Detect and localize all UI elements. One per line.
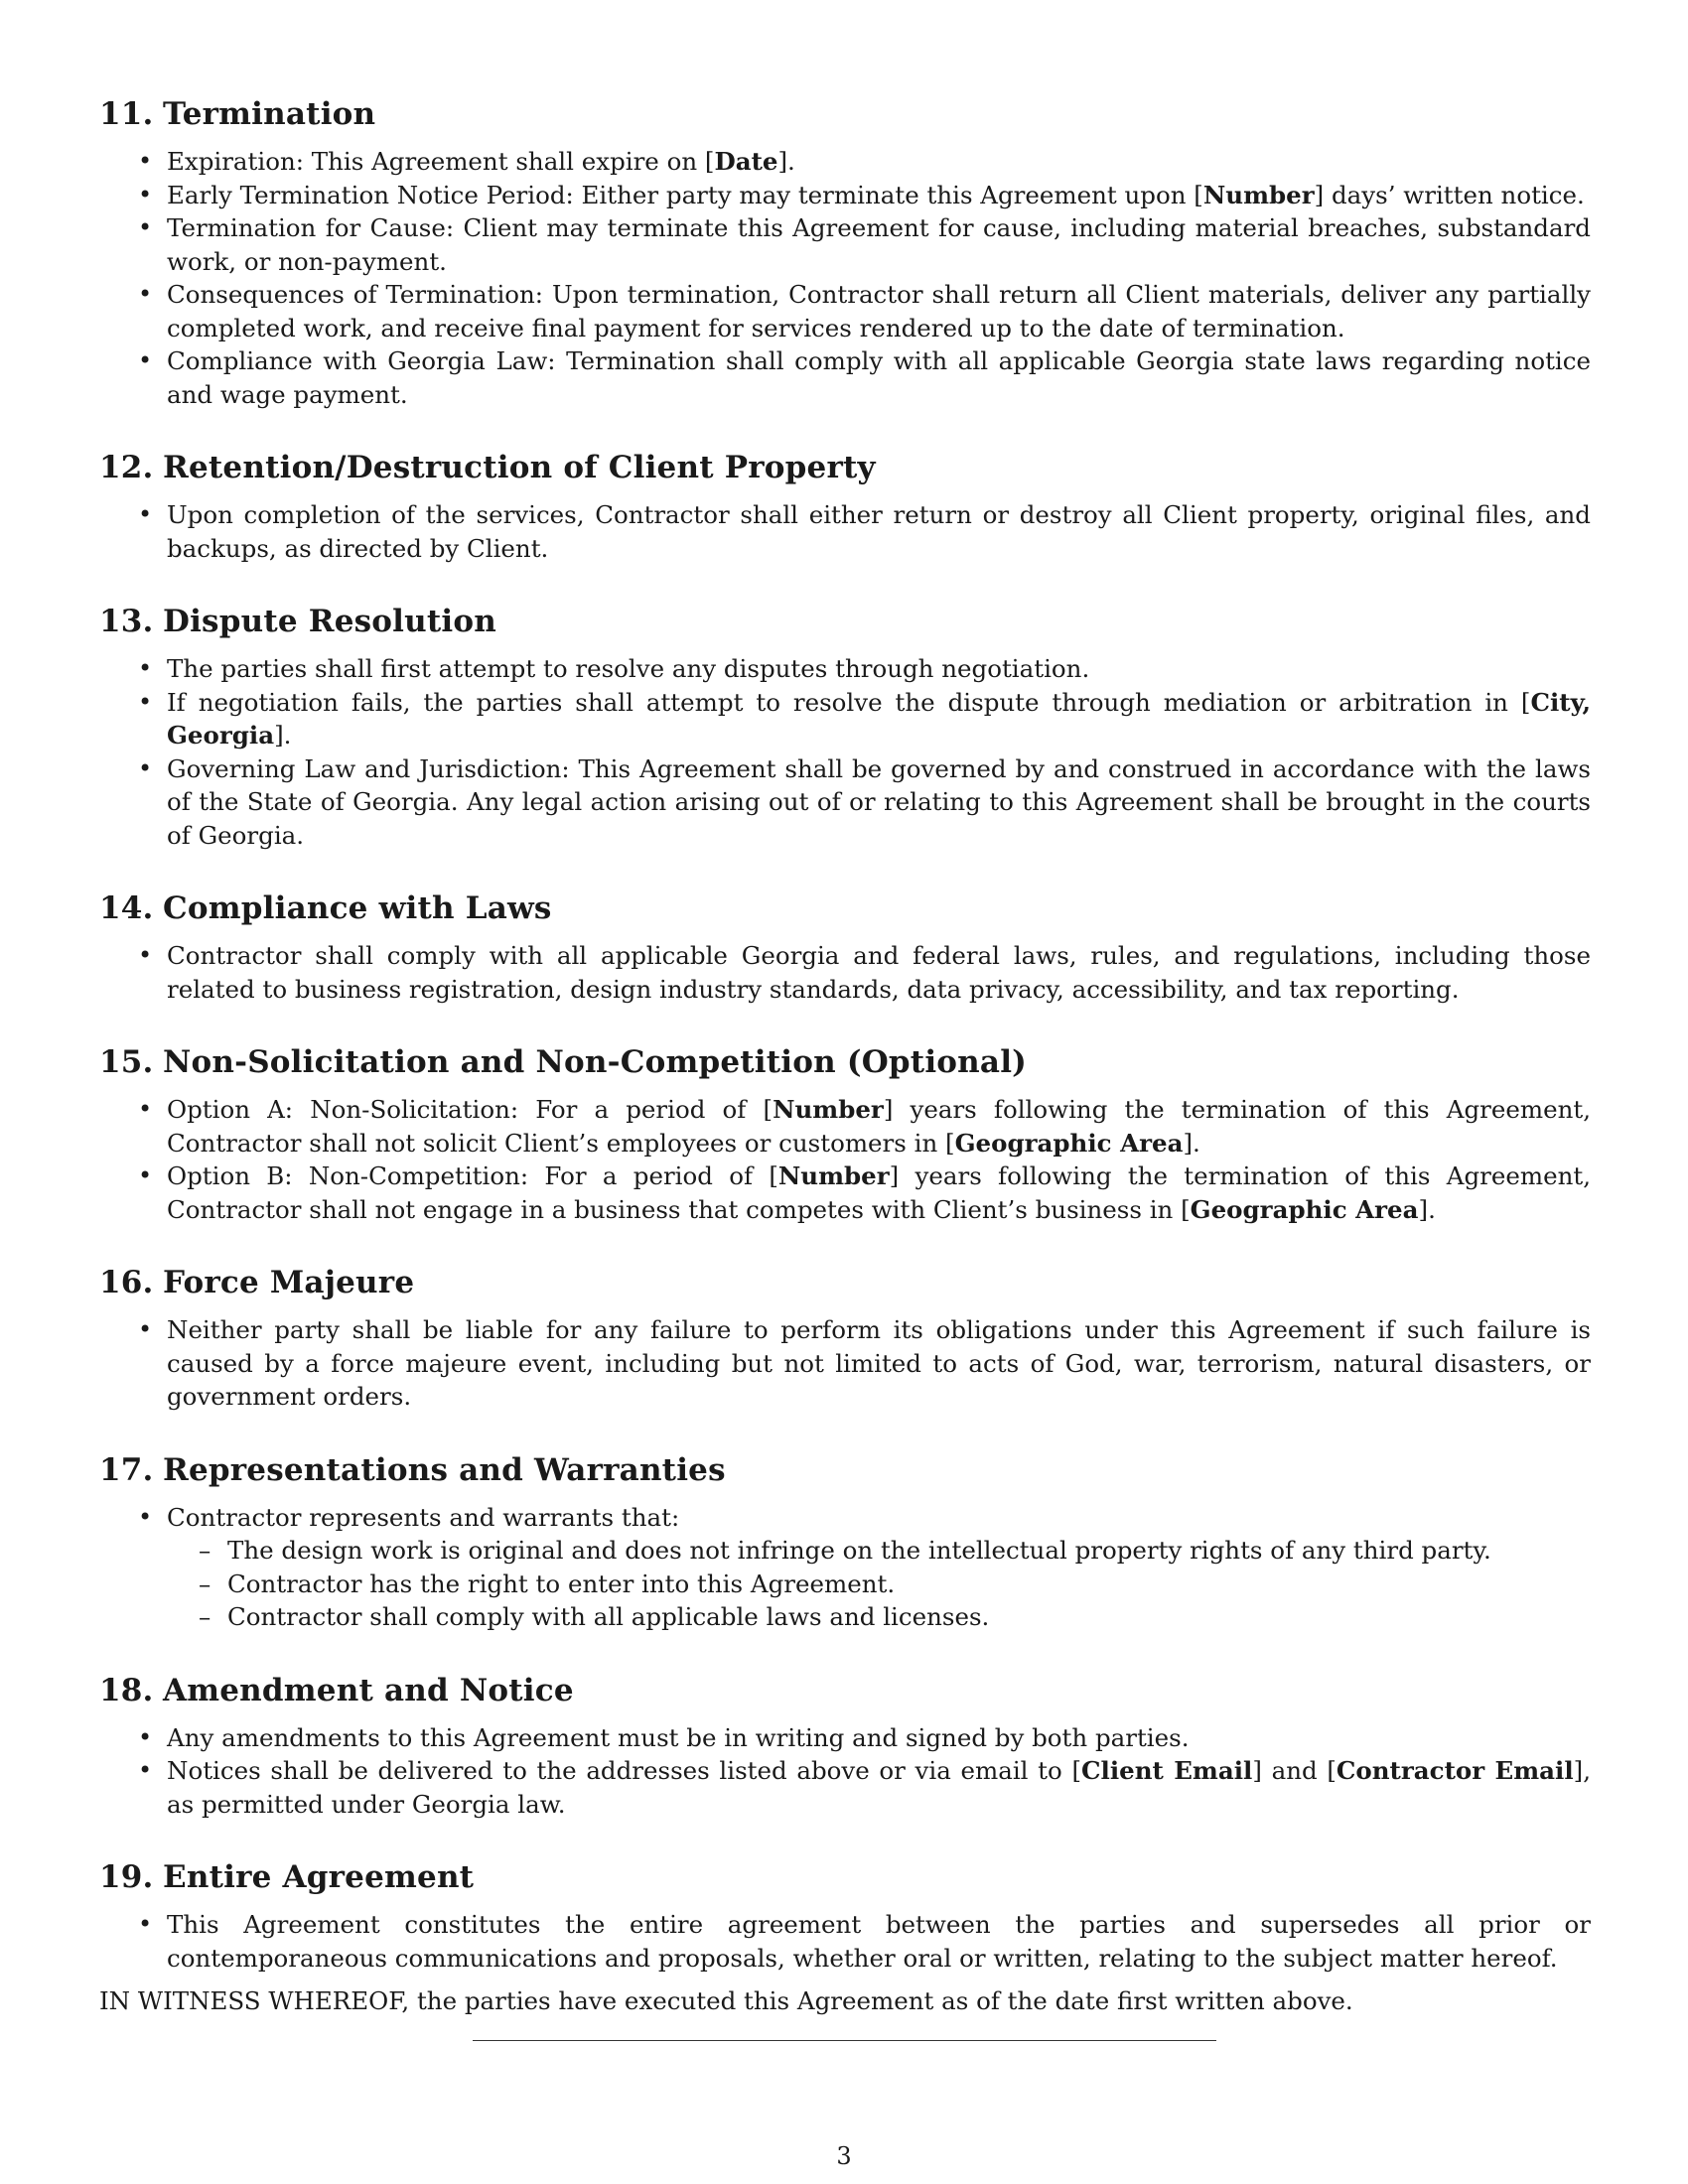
clause-text: This Agreement constitutes the entire agreement between the parties and supersedes all prior or contemporaneous communications and proposals, whether oral or written, relating to the subject matter hereof. [167,1910,1591,1973]
list-item [167,1908,1591,1975]
clause-text: ]. [777,147,795,176]
section-heading [99,1260,1591,1305]
document-body [99,91,1591,2042]
placeholder-field: Geographic Area [1190,1194,1419,1224]
section-title: Non-Solicitation and Non-Competition (Optional) [163,1044,1028,1080]
section-number: 17. [99,1451,154,1488]
section-heading [99,445,1591,490]
placeholder-field: City, Georgia [167,687,1591,750]
sections-container [99,91,1591,1975]
section-19 [99,1854,1591,1975]
section-title: Entire Agreement [163,1859,475,1895]
clause-text: ]. [274,721,292,750]
section-number: 11. [99,96,154,132]
clause-text: Upon completion of the services, Contractor shall either return or destroy all Client property, original files, and backups, as directed by Client. [167,500,1591,563]
section-title: Force Majeure [163,1265,415,1300]
clause-text: Compliance with Georgia Law: Termination shall comply with all applicable Georgia state laws regarding notice and wage payment. [167,346,1591,409]
section-title: Amendment and Notice [163,1672,574,1708]
placeholder-field: Date [714,147,778,176]
list-item [167,1501,1591,1634]
list-item [167,686,1591,752]
clause-text: Governing Law and Jurisdiction: This Agreement shall be governed by and construed in accordance with the laws of the State of Georgia. Any legal action arising out of or relating to this Agreement shall be brought in the courts of Georgia. [167,753,1591,850]
clause-text: Option A: Non-Solicitation: For a period of [ [167,1095,774,1124]
clause-text: ] and [ [1252,1756,1336,1785]
list-item [167,211,1591,278]
list-item [167,278,1591,344]
section-title: Compliance with Laws [163,890,552,926]
section-11 [99,91,1591,411]
section-title: Representations and Warranties [163,1451,726,1488]
list-item [167,344,1591,411]
sub-list-item: – Contractor shall comply with all applicable laws and licenses. [227,1600,1591,1634]
clause-text: Contractor represents and warrants that: [167,1502,680,1532]
section-18 [99,1668,1591,1822]
list-item [167,1160,1591,1226]
placeholder-field: Geographic Area [954,1128,1184,1158]
list-item [167,1721,1591,1755]
sub-list [167,1534,1591,1634]
clause-text: ]. [1418,1194,1436,1224]
sub-list-item: – The design work is original and does not infringe on the intellectual property rights of any third party. [227,1534,1591,1568]
section-heading [99,1039,1591,1085]
clause-text: Consequences of Termination: Upon termination, Contractor shall return all Client materials, deliver any partially completed work, and receive final payment for services rendered up to the date of termination. [167,280,1591,342]
section-heading [99,886,1591,931]
section-number: 18. [99,1672,154,1708]
clause-text: Early Termination Notice Period: Either party may terminate this Agreement upon [ [167,180,1203,209]
bullet-list [99,498,1591,565]
clause-text: ]. [1183,1128,1200,1158]
bullet-list [99,1501,1591,1634]
clause-text: ], as permitted under Georgia law. [167,1756,1592,1819]
section-number: 13. [99,604,154,639]
clause-text: ] days’ written notice. [1314,180,1585,209]
list-item [167,752,1591,853]
section-number: 15. [99,1044,154,1080]
placeholder-field: Number [777,1161,890,1190]
clause-text: Any amendments to this Agreement must be in writing and signed by both parties. [167,1722,1190,1752]
list-item [167,1093,1591,1160]
bullet-list [99,1721,1591,1822]
bullet-list [99,939,1591,1006]
clause-text: Contractor shall comply with all applicable Georgia and federal laws, rules, and regulations, including those related to business registration, design industry standards, data privacy, accessibility, and tax reporting. [167,941,1591,1004]
section-heading [99,1668,1591,1713]
list-item [167,652,1591,686]
list-item [167,498,1591,565]
signature-line [473,2040,1216,2041]
list-item [167,1313,1591,1414]
section-title: Termination [163,96,376,132]
section-13 [99,599,1591,852]
list-item [167,179,1591,212]
section-17 [99,1447,1591,1634]
clause-text: The parties shall first attempt to resolve any disputes through negotiation. [167,654,1090,683]
clause-text: Termination for Cause: Client may terminate this Agreement for cause, including material breaches, substandard work, or non-payment. [167,213,1591,276]
bullet-list [99,145,1591,411]
bullet-list [99,1908,1591,1975]
section-number: 16. [99,1265,154,1300]
bullet-list [99,1313,1591,1414]
section-number: 12. [99,450,154,485]
placeholder-field: Number [1202,180,1315,209]
placeholder-field: Contractor Email [1336,1756,1574,1785]
section-heading [99,91,1591,137]
clause-text: Option B: Non-Competition: For a period of [ [167,1161,778,1190]
section-16 [99,1260,1591,1414]
witness-statement: IN WITNESS WHEREOF, the parties have executed this Agreement as of the date first written above. [99,1986,1353,2015]
section-title: Retention/Destruction of Client Property [163,450,876,485]
clause-text: ] years following the termination of this Agreement, Contractor shall not engage in a business that competes with Client’s business in [ [167,1161,1591,1224]
section-12 [99,445,1591,565]
section-title: Dispute Resolution [163,604,497,639]
placeholder-field: Number [773,1095,884,1124]
clause-text: Expiration: This Agreement shall expire on [ [167,147,715,176]
section-heading [99,1447,1591,1493]
section-15 [99,1039,1591,1226]
clause-text: If negotiation fails, the parties shall attempt to resolve the dispute through mediation or arbitration in [ [167,687,1531,717]
clause-text: Notices shall be delivered to the addresses listed above or via email to [ [167,1756,1082,1785]
section-number: 19. [99,1859,154,1895]
section-heading [99,1854,1591,1900]
section-number: 14. [99,890,154,926]
bullet-list [99,652,1591,852]
section-heading [99,599,1591,644]
sub-list-item: – Contractor has the right to enter into this Agreement. [227,1568,1591,1601]
placeholder-field: Client Email [1081,1756,1253,1785]
list-item [167,1754,1591,1821]
clause-text: Neither party shall be liable for any failure to perform its obligations under this Agreement if such failure is caused by a force majeure event, including but not limited to acts of God, war, terrorism, natural disasters, or government orders. [167,1315,1591,1411]
bullet-list [99,1093,1591,1226]
page-number: 3 [836,2142,852,2170]
list-item [167,939,1591,1006]
clause-text: ] years following the termination of this Agreement, Contractor shall not solicit Client’s employees or customers in [ [167,1095,1591,1158]
section-14 [99,886,1591,1006]
list-item [167,145,1591,179]
